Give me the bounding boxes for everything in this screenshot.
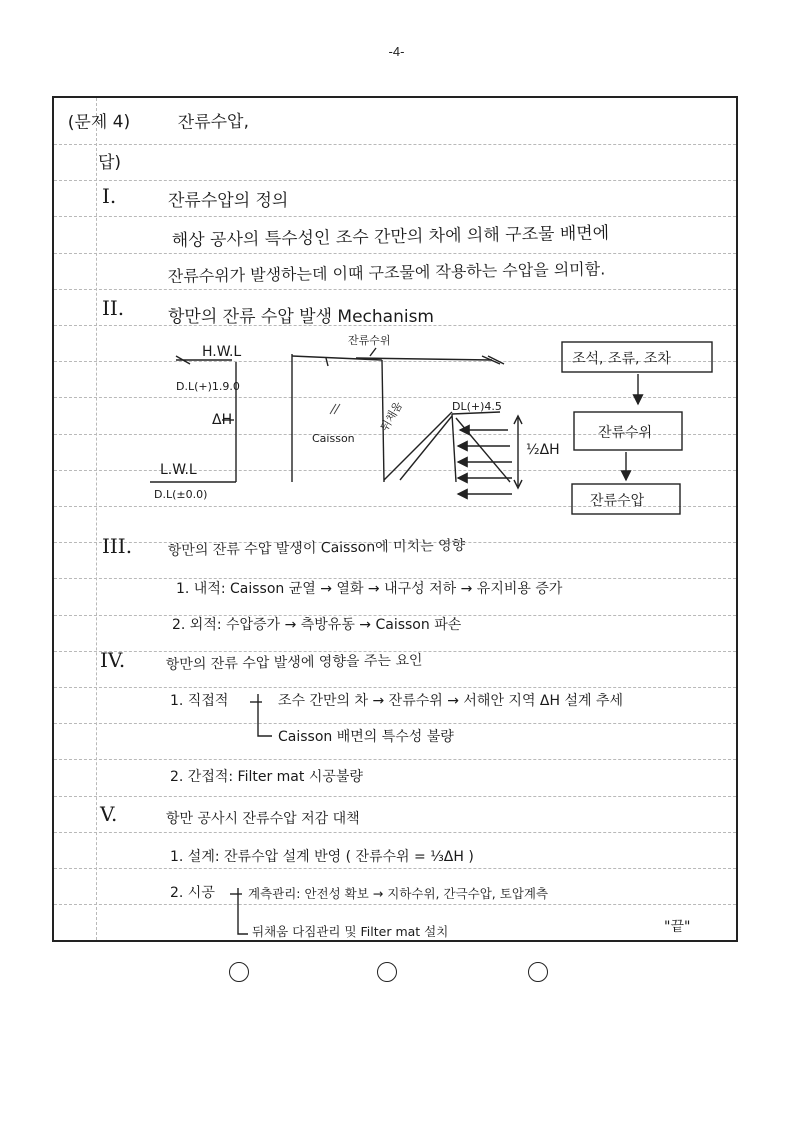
problem-title: 잔류수압, xyxy=(177,111,250,133)
label-lwl: L.W.L xyxy=(160,462,197,478)
section-1-numeral: I. xyxy=(102,184,117,208)
section-4-indirect: 2. 간접적: Filter mat 시공불량 xyxy=(170,769,363,785)
section-3-line-1: 1. 내적: Caisson 균열 → 열화 → 내구성 저하 → 유지비용 증가 xyxy=(176,581,563,597)
label-dl-right: DL(+)4.5 xyxy=(452,400,502,413)
section-3-line-2: 2. 외적: 수압증가 → 측방유동 → Caisson 파손 xyxy=(172,617,462,633)
label-dl-left: D.L(+)1.9.0 xyxy=(176,380,240,393)
label-backfill: 뒤채움 xyxy=(377,399,406,434)
section-2-heading: 항만의 잔류 수압 발생 Mechanism xyxy=(168,307,434,327)
section-5-line-2-label: 2. 시공 xyxy=(170,885,215,901)
binding-hole-left xyxy=(229,962,249,982)
section-1-line-2: 잔류수위가 발생하는데 이때 구조물에 작용하는 수압을 의미함. xyxy=(167,259,606,287)
section-4-direct-item-2: Caisson 배면의 특수성 불량 xyxy=(278,729,454,745)
label-caisson: Caisson xyxy=(312,432,355,445)
flow-box-tide: 조석, 조류, 조차 xyxy=(572,351,671,367)
section-1-line-1: 해상 공사의 특수성인 조수 간만의 차에 의해 구조물 배면에 xyxy=(171,223,610,251)
problem-label: (문제 4) xyxy=(67,111,131,133)
label-hwl: H.W.L xyxy=(202,344,242,360)
section-5-line-1: 1. 설계: 잔류수압 설계 반영 ( 잔류수위 = ⅓ΔH ) xyxy=(170,849,474,865)
label-dl-bottom: D.L(±0.0) xyxy=(154,488,208,501)
section-5-heading: 항만 공사시 잔류수압 저감 대책 xyxy=(166,811,360,827)
page-number: -4- xyxy=(388,44,405,59)
section-2-numeral: II. xyxy=(102,296,125,320)
section-5-numeral: V. xyxy=(100,802,118,826)
section-5-line-2a: 계측관리: 안전성 확보 → 지하수위, 간극수압, 토압계측 xyxy=(248,886,549,901)
section-4-direct-item-1: 조수 간만의 차 → 잔류수위 → 서해안 지역 ΔH 설계 추세 xyxy=(278,693,624,709)
section-4-direct-label: 1. 직접적 xyxy=(170,693,229,709)
flow-box-residual-pressure: 잔류수압 xyxy=(590,493,645,509)
binding-hole-right xyxy=(528,962,548,982)
end-mark: "끝" xyxy=(664,919,691,935)
label-half-delta-h: ½ΔH xyxy=(526,442,560,458)
section-5-line-2b: 뒤채움 다짐관리 및 Filter mat 설치 xyxy=(252,924,449,939)
section-1-heading: 잔류수압의 정의 xyxy=(168,191,289,211)
section-3-heading: 항만의 잔류 수압 발생이 Caisson에 미치는 영향 xyxy=(167,537,466,560)
label-residual-level: 잔류수위 xyxy=(348,334,391,347)
section-3-numeral: III. xyxy=(102,534,133,558)
section-4-numeral: IV. xyxy=(100,648,126,672)
answer-label: 답) xyxy=(98,153,122,173)
flow-box-residual-level: 잔류수위 xyxy=(598,425,653,441)
binding-hole-center xyxy=(377,962,397,982)
section-4-heading: 항만의 잔류 수압 발생에 영향을 주는 요인 xyxy=(165,652,423,674)
label-delta-h: ΔH xyxy=(212,412,233,428)
